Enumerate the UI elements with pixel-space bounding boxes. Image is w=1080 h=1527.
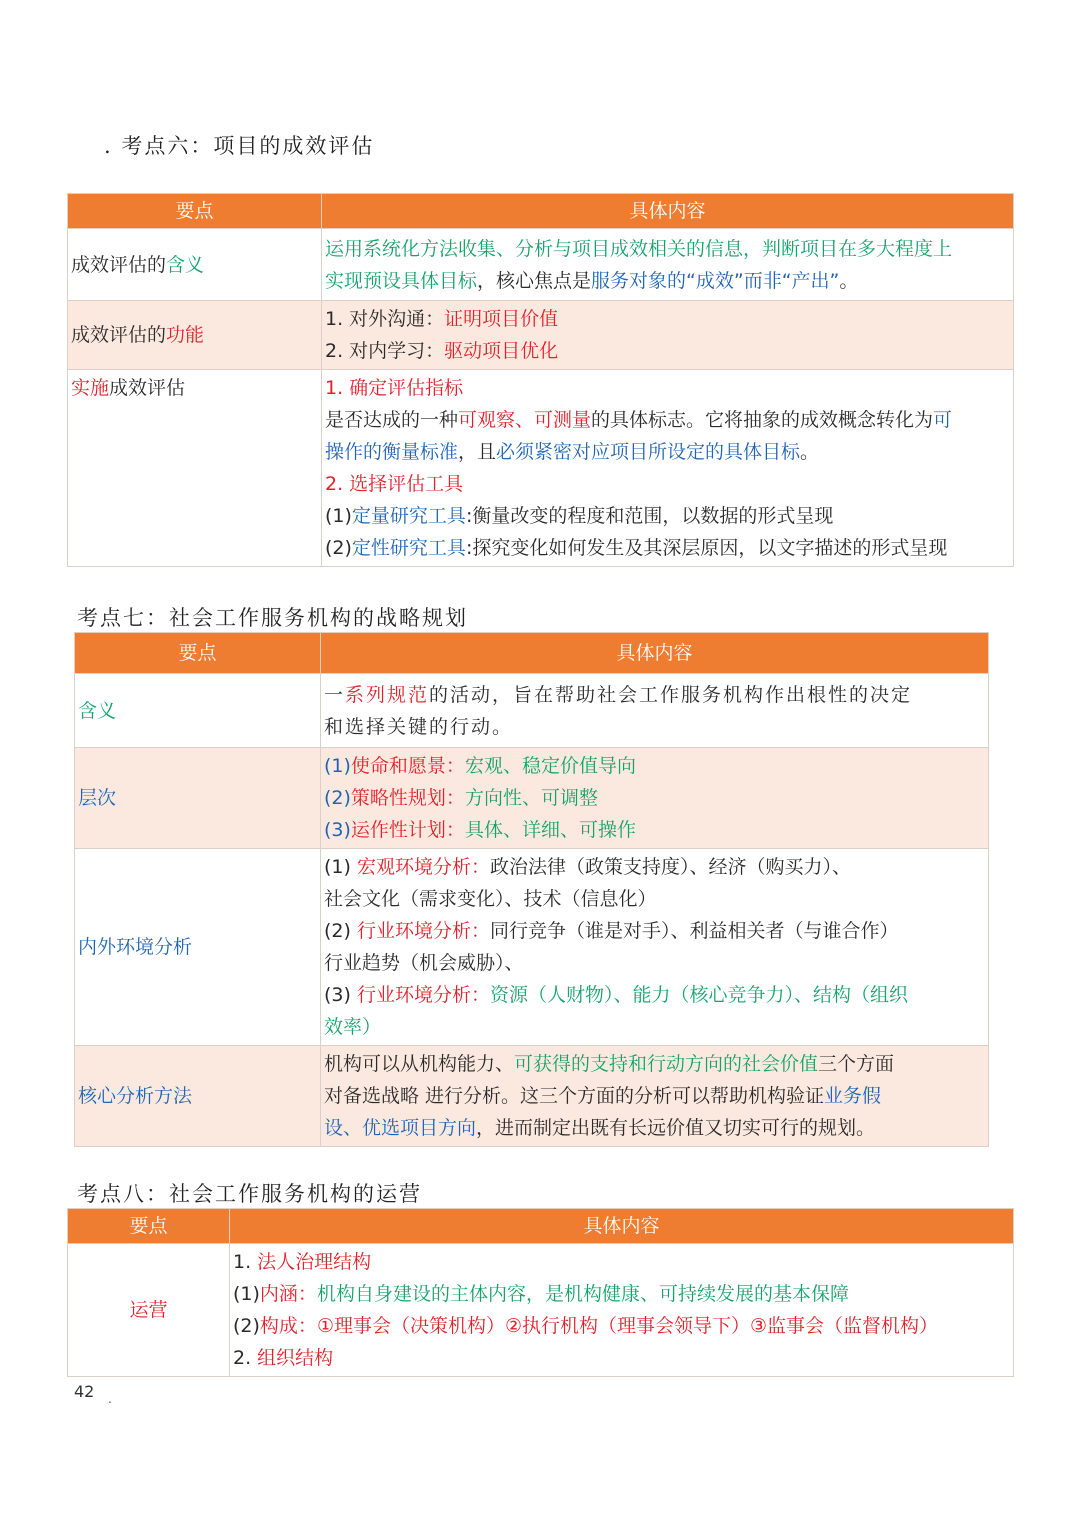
section-6-title: . 考点六：项目的成效评估 bbox=[104, 134, 375, 158]
row-content: 一系列规范的活动，旨在帮助社会工作服务机构作出根性的决定 和选择关键的行动。 bbox=[321, 674, 989, 748]
table-row bbox=[68, 1244, 1014, 1377]
table-row bbox=[75, 674, 989, 748]
header-content: 具体内容 bbox=[321, 633, 989, 674]
row-key: 成效评估的含义 bbox=[68, 229, 322, 301]
header-key-points: 要点 bbox=[68, 194, 322, 229]
row-key: 含义 bbox=[75, 674, 321, 748]
section-7-table bbox=[74, 632, 989, 1147]
page-number: 42 bbox=[74, 1382, 95, 1401]
row-content: 运用系统化方法收集、分析与项目成效相关的信息，判断项目在多大程度上 实现预设具体目标，核心焦点是服务对象的“成效”而非“产出”。 bbox=[322, 229, 1014, 301]
section-7-title: 考点七：社会工作服务机构的战略规划 bbox=[77, 606, 468, 630]
section-6-table bbox=[67, 193, 1014, 567]
table-row bbox=[75, 748, 989, 849]
row-key: 成效评估的功能 bbox=[68, 301, 322, 370]
header-key-points: 要点 bbox=[75, 633, 321, 674]
table-header-row bbox=[68, 194, 1014, 229]
row-content: 1. 对外沟通：证明项目价值 2. 对内学习：驱动项目优化 bbox=[322, 301, 1014, 370]
table-header-row bbox=[75, 633, 989, 674]
row-key: 核心分析方法 bbox=[75, 1046, 321, 1147]
page-dot-mark: . bbox=[108, 1392, 112, 1406]
header-key-points: 要点 bbox=[68, 1209, 230, 1244]
row-key: 内外环境分析 bbox=[75, 849, 321, 1046]
row-key: 实施成效评估 bbox=[68, 370, 322, 567]
row-content: (1) 宏观环境分析：政治法律（政策支持度）、经济（购买力）、 社会文化（需求变化）、技术（信息化） (2) 行业环境分析：同行竞争（谁是对手）、利益相关者（与谁合作） 行业趋势（机会威胁）、 (3) 行业环境分析：资源（人财物）、能力（核心竞争力）、结构（组织 效率） bbox=[321, 849, 989, 1046]
row-content: 1. 法人治理结构 (1)内涵：机构自身建设的主体内容，是机构健康、可持续发展的基本保障 (2)构成：①理事会（决策机构）②执行机构（理事会领导下）③监事会（监督机构） 2. 组织结构 bbox=[230, 1244, 1014, 1377]
row-content: (1)使命和愿景：宏观、稳定价值导向 (2)策略性规划：方向性、可调整 (3)运作性计划：具体、详细、可操作 bbox=[321, 748, 989, 849]
row-key: 运营 bbox=[68, 1244, 230, 1377]
section-8-title: 考点八：社会工作服务机构的运营 bbox=[77, 1182, 422, 1206]
row-key: 层次 bbox=[75, 748, 321, 849]
table-row bbox=[68, 301, 1014, 370]
row-content: 机构可以从机构能力、可获得的支持和行动方向的社会价值三个方面 对备选战略 进行分析。这三个方面的分析可以帮助机构验证业务假 设、优选项目方向，进而制定出既有长远价值又切实可行的规划。 bbox=[321, 1046, 989, 1147]
table-header-row bbox=[68, 1209, 1014, 1244]
header-content: 具体内容 bbox=[230, 1209, 1014, 1244]
row-content: 1. 确定评估指标 是否达成的一种可观察、可测量的具体标志。它将抽象的成效概念转化为可 操作的衡量标准，且必须紧密对应项目所设定的具体目标。 2. 选择评估工具 (1)定量研究工具:衡量改变的程度和范围，以数据的形式呈现 (2)定性研究工具:探究变化如何发生及其深层原因，以文字描述的形式呈现 bbox=[322, 370, 1014, 567]
table-row bbox=[68, 370, 1014, 567]
table-row bbox=[75, 1046, 989, 1147]
section-8-table bbox=[67, 1208, 1014, 1377]
header-content: 具体内容 bbox=[322, 194, 1014, 229]
table-row bbox=[68, 229, 1014, 301]
table-row bbox=[75, 849, 989, 1046]
